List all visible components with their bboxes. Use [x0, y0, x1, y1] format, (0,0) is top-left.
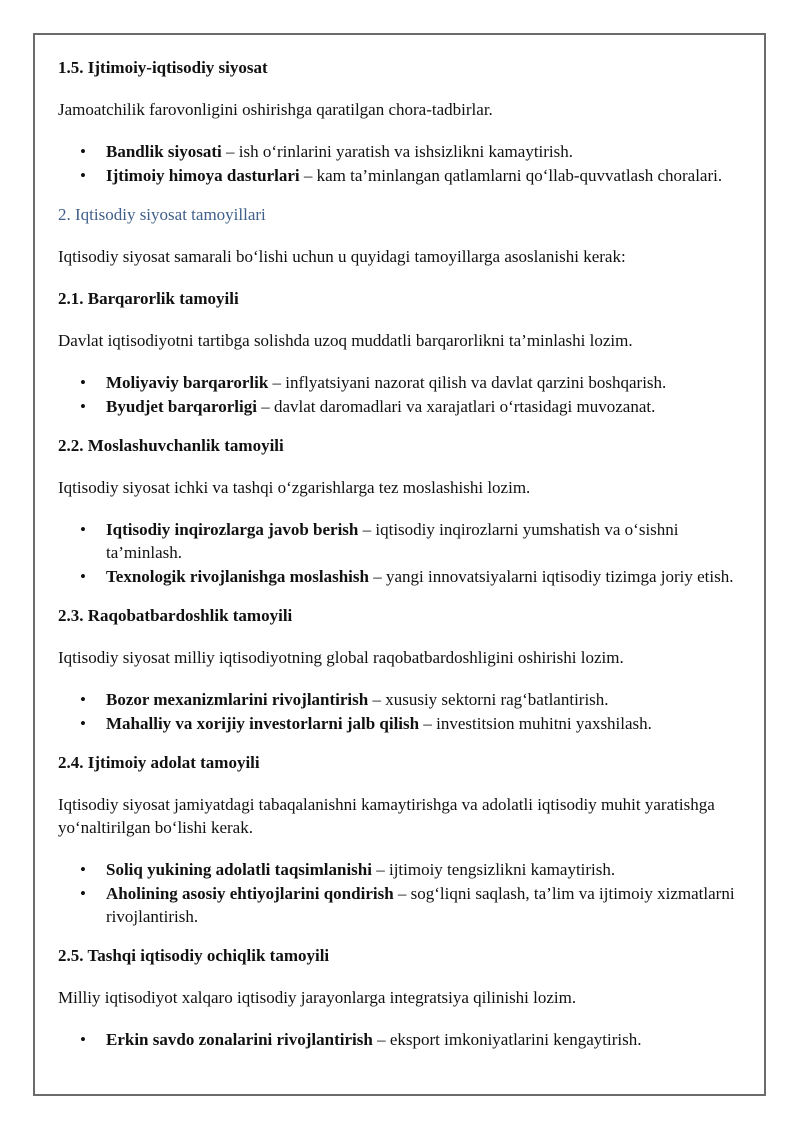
list-item	[58, 395, 748, 418]
paragraph: Iqtisodiy siyosat jamiyatdagi tabaqalanishni kamaytirishga va adolatli iqtisodiy muhit yaratishga yo‘naltirilgan bo‘lishi kerak.	[58, 795, 715, 837]
bullet-icon: •	[80, 166, 86, 185]
list-item	[58, 371, 748, 394]
bullet-icon: •	[80, 714, 86, 733]
list-item-description: – investitsion muhitni yaxshilash.	[419, 714, 652, 733]
bullet-icon: •	[80, 860, 86, 879]
bullet-icon: •	[80, 397, 86, 416]
bullet-icon: •	[80, 142, 86, 161]
list-item-description: – davlat daromadlari va xarajatlari o‘rtasidagi muvozanat.	[256, 397, 656, 416]
list-item	[58, 712, 748, 735]
bullet-icon: •	[80, 1030, 86, 1049]
list-item	[58, 882, 748, 928]
list-item-term: Iqtisodiy inqirozlarga javob berish	[106, 520, 359, 539]
subsection-heading: 2.2. Moslashuvchanlik tamoyili	[58, 436, 284, 455]
bullet-icon: •	[80, 520, 86, 539]
list-item	[58, 1028, 748, 1051]
subsection-heading: 2.5. Tashqi iqtisodiy ochiqlik tamoyili	[58, 946, 330, 965]
paragraph: Iqtisodiy siyosat ichki va tashqi o‘zgarishlarga tez moslashishi lozim.	[58, 478, 531, 497]
section-heading: 2. Iqtisodiy siyosat tamoyillari	[58, 205, 266, 224]
subsection-heading: 2.4. Ijtimoiy adolat tamoyili	[58, 753, 260, 772]
paragraph: Milliy iqtisodiyot xalqaro iqtisodiy jarayonlarga integratsiya qilinishi lozim.	[58, 988, 577, 1007]
paragraph: Jamoatchilik farovonligini oshirishga qaratilgan chora-tadbirlar.	[58, 100, 493, 119]
list-item-term: Bandlik siyosati	[106, 142, 222, 161]
list-item-term: Texnologik rivojlanishga moslashish	[106, 567, 369, 586]
subsection-heading: 2.3. Raqobatbardoshlik tamoyili	[58, 606, 293, 625]
bullet-list	[58, 140, 748, 187]
list-item-description: – inflyatsiyani nazorat qilish va davlat qarzini boshqarish.	[268, 373, 667, 392]
list-item-description: – ish o‘rinlarini yaratish va ishsizlikni kamaytirish.	[221, 142, 574, 161]
list-item	[58, 164, 748, 187]
paragraph: Davlat iqtisodiyotni tartibga solishda uzoq muddatli barqarorlikni ta’minlashi lozim.	[58, 331, 633, 350]
list-item-term: Ijtimoiy himoya dasturlari	[106, 166, 300, 185]
list-item	[58, 688, 748, 711]
list-item	[58, 858, 748, 881]
list-item-term: Bozor mexanizmlarini rivojlantirish	[106, 690, 369, 709]
list-item-term: Aholining asosiy ehtiyojlarini qondirish	[106, 884, 394, 903]
list-item-term: Moliyaviy barqarorlik	[106, 373, 269, 392]
bullet-icon: •	[80, 567, 86, 586]
list-item-term: Erkin savdo zonalarini rivojlantirish	[106, 1030, 373, 1049]
bullet-list	[58, 371, 748, 418]
list-item	[58, 565, 748, 588]
paragraph: Iqtisodiy siyosat milliy iqtisodiyotning global raqobatbardoshligini oshirishi lozim.	[58, 648, 624, 667]
list-item-description: – kam ta’minlangan qatlamlarni qo‘llab-quvvatlash choralari.	[299, 166, 723, 185]
document-body	[58, 56, 748, 1067]
list-item-description: – eksport imkoniyatlarini kengaytirish.	[372, 1030, 642, 1049]
bullet-list	[58, 518, 748, 588]
list-item-description: – yangi innovatsiyalarni iqtisodiy tizimga joriy etish.	[368, 567, 734, 586]
list-item-term: Byudjet barqarorligi	[106, 397, 257, 416]
paragraph: Iqtisodiy siyosat samarali bo‘lishi uchun u quyidagi tamoyillarga asoslanishi kerak:	[58, 247, 626, 266]
bullet-icon: •	[80, 884, 86, 903]
list-item-description: – sog‘liqni saqlash, ta’lim va ijtimoiy xizmatlarni rivojlantirish.	[106, 884, 735, 926]
bullet-list	[58, 858, 748, 928]
subsection-heading: 2.1. Barqarorlik tamoyili	[58, 289, 239, 308]
subsection-heading: 1.5. Ijtimoiy-iqtisodiy siyosat	[58, 58, 268, 77]
list-item	[58, 140, 748, 163]
list-item	[58, 518, 748, 564]
list-item-description: – iqtisodiy inqirozlarni yumshatish va o‘sishni ta’minlash.	[106, 520, 679, 562]
bullet-list	[58, 688, 748, 735]
list-item-description: – xususiy sektorni rag‘batlantirish.	[368, 690, 609, 709]
bullet-list	[58, 1028, 748, 1051]
list-item-term: Soliq yukining adolatli taqsimlanishi	[106, 860, 372, 879]
bullet-icon: •	[80, 373, 86, 392]
list-item-term: Mahalliy va xorijiy investorlarni jalb qilish	[106, 714, 420, 733]
bullet-icon: •	[80, 690, 86, 709]
list-item-description: – ijtimoiy tengsizlikni kamaytirish.	[371, 860, 616, 879]
